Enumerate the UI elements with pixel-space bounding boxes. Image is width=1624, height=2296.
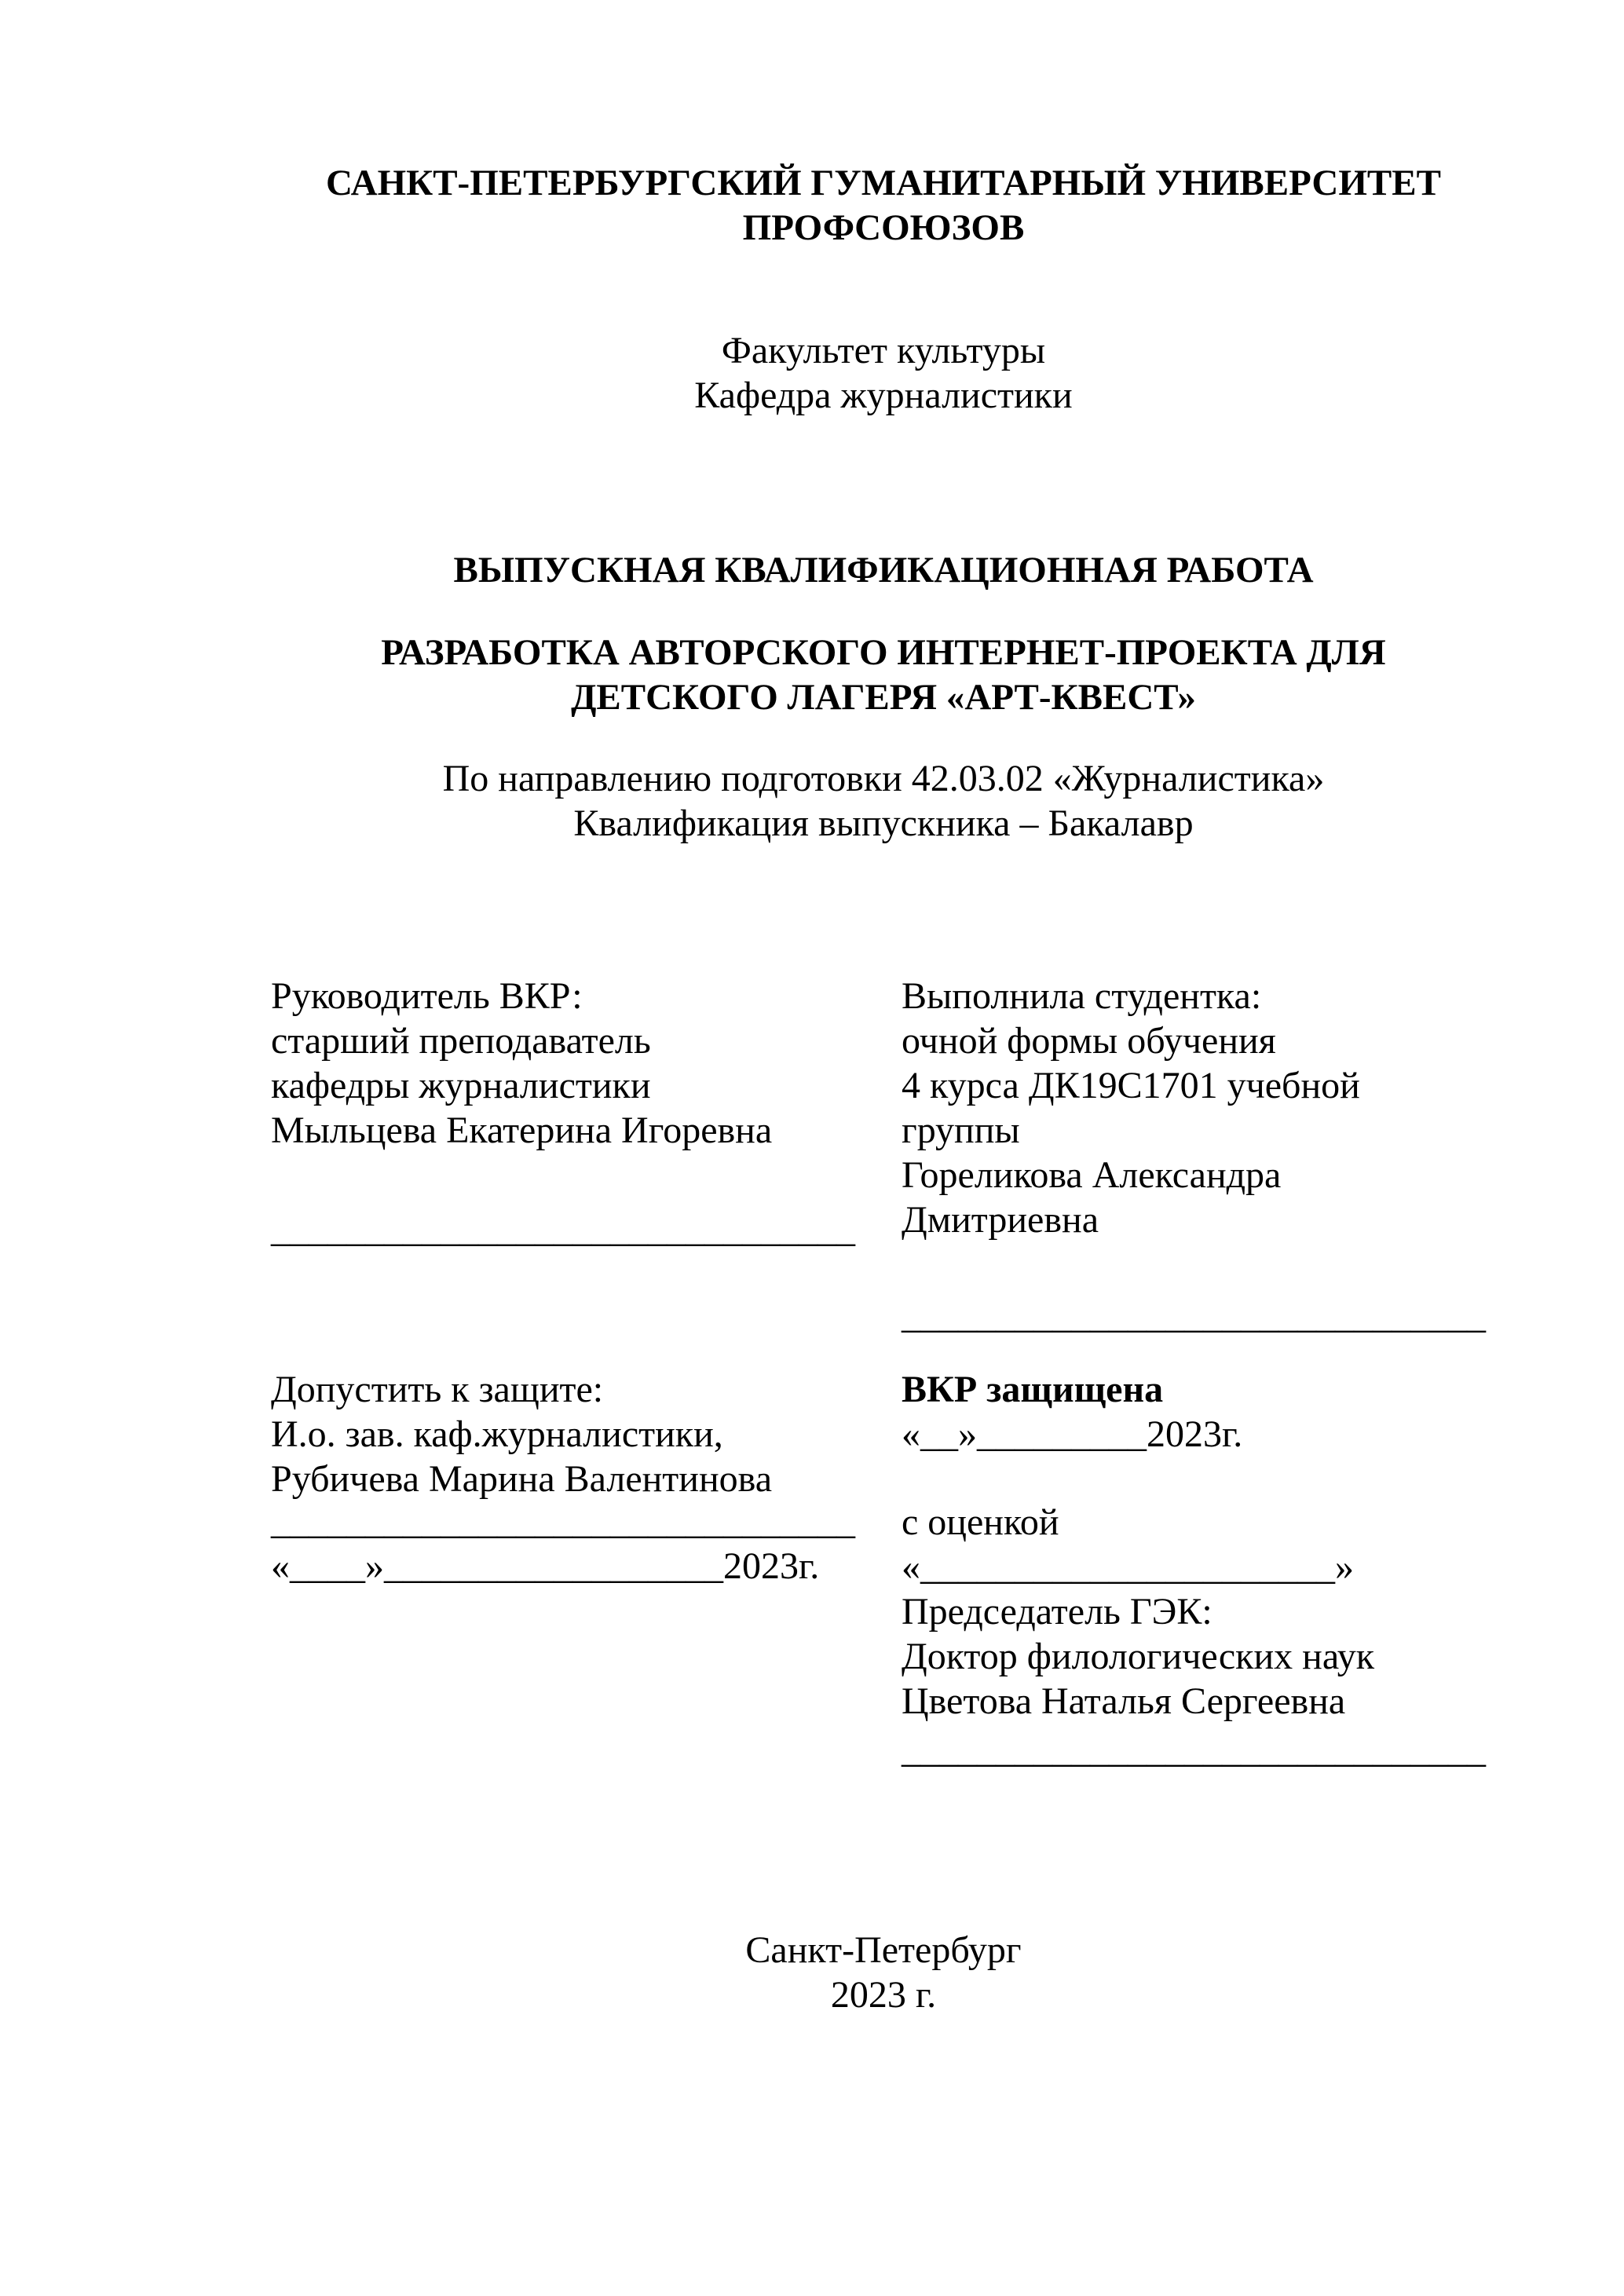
student-info-line2: 4 курса ДК19С1701 учебной	[902, 1065, 1360, 1106]
supervisor-block	[271, 974, 883, 1153]
admission-official-position: И.о. зав. каф.журналистики,	[271, 1413, 723, 1455]
footer-year: 2023 г.	[830, 1974, 937, 2016]
qualification-line: Квалификация выпускника – Бакалавр	[573, 803, 1194, 844]
supervisor-position-line2: кафедры журналистики	[271, 1065, 651, 1106]
defense-block	[902, 1367, 1530, 1457]
admission-label: Допустить к защите:	[271, 1369, 604, 1410]
footer-city: Санкт-Петербург	[745, 1929, 1022, 1971]
program-block	[271, 756, 1496, 846]
defense-grade-line: «______________________»	[902, 1546, 1354, 1588]
footer-block	[271, 1928, 1496, 2017]
admission-signature-line: _______________________________	[271, 1501, 855, 1542]
university-name-line1: САНКТ-ПЕТЕРБУРГСКИЙ ГУМАНИТАРНЫЙ УНИВЕРСИТЕТ	[326, 163, 1441, 203]
admission-official-name: Рубичева Марина Валентинова	[271, 1458, 772, 1500]
university-name	[271, 161, 1496, 250]
program-direction: По направлению подготовки 42.03.02 «Журналистика»	[442, 758, 1325, 799]
thesis-title-line2: ДЕТСКОГО ЛАГЕРЯ «АРТ-КВЕСТ»	[571, 677, 1196, 718]
defense-grade-label: с оценкой	[902, 1501, 1059, 1543]
student-name-line2: Дмитриевна	[902, 1199, 1099, 1241]
student-label: Выполнила студентка:	[902, 975, 1262, 1017]
defense-chair-name: Цветова Наталья Сергеевна	[902, 1680, 1346, 1722]
admission-block	[271, 1367, 883, 1501]
defense-signature-line: _______________________________	[902, 1729, 1486, 1771]
supervisor-name: Мыльцева Екатерина Игоревна	[271, 1110, 773, 1151]
thesis-title	[271, 631, 1496, 720]
supervisor-signature-line: _______________________________	[271, 1208, 855, 1250]
supervisor-label: Руководитель ВКР:	[271, 975, 583, 1017]
defense-defended-label: ВКР защищена	[902, 1369, 1164, 1410]
defense-chair-label: Председатель ГЭК:	[902, 1591, 1213, 1632]
faculty-department-block	[271, 328, 1496, 418]
student-block	[902, 974, 1530, 1242]
defense-date-line: «__»_________2023г.	[902, 1413, 1243, 1455]
student-name-line1: Гореликова Александра	[902, 1154, 1282, 1196]
department-name: Кафедра журналистики	[694, 375, 1073, 416]
work-type-heading: ВЫПУСКНАЯ КВАЛИФИКАЦИОННАЯ РАБОТА	[453, 550, 1314, 590]
admission-date-line: «____»__________________2023г.	[271, 1545, 820, 1587]
supervisor-position-line1: старший преподаватель	[271, 1020, 651, 1062]
student-info-line3: группы	[902, 1110, 1020, 1151]
university-name-line2: ПРОФСОЮЗОВ	[742, 207, 1025, 248]
admission-signature-block	[271, 1499, 883, 1589]
thesis-title-line1: РАЗРАБОТКА АВТОРСКОГО ИНТЕРНЕТ-ПРОЕКТА ДЛЯ	[381, 632, 1386, 673]
faculty-name: Факультет культуры	[721, 330, 1046, 371]
defense-grade-block	[902, 1500, 1530, 1724]
student-info-line1: очной формы обучения	[902, 1020, 1276, 1062]
student-signature-line: _______________________________	[902, 1295, 1486, 1336]
defense-chair-degree: Доктор филологических наук	[902, 1636, 1375, 1677]
